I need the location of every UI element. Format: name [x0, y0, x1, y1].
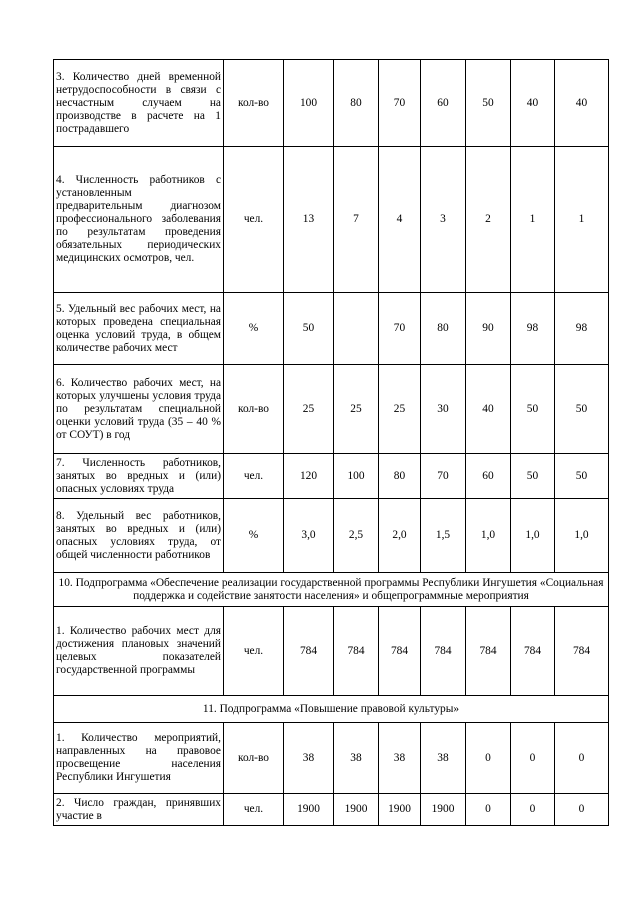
indicators-table — [53, 59, 609, 826]
section-11-title: 11. Подпрограмма «Повышение правовой культуры» — [54, 696, 609, 723]
value-cell: 1 — [555, 147, 609, 293]
value-cell: 120 — [284, 454, 334, 499]
unit-cell: чел. — [224, 794, 284, 826]
indicator-name-cell: 3. Количество дней временной нетрудоспособности в связи с несчастным случаем на производстве в расчете на 1 пострадавшего — [54, 60, 224, 147]
value-cell: 98 — [511, 293, 555, 365]
value-cell: 80 — [334, 60, 379, 147]
value-cell: 0 — [511, 723, 555, 794]
table-body-section-10-header — [54, 573, 609, 607]
value-cell: 784 — [334, 607, 379, 696]
value-cell: 1900 — [284, 794, 334, 826]
value-cell: 1,0 — [466, 499, 511, 573]
indicator-name-cell: 4. Численность работников с установленным предварительным диагнозом профессионального заболевания по результатам проведения обязательных периодических медицинских осмотров, чел. — [54, 147, 224, 293]
table-body-section-11 — [54, 723, 609, 826]
value-cell: 784 — [421, 607, 466, 696]
value-cell — [334, 293, 379, 365]
table-row — [54, 607, 609, 696]
value-cell: 38 — [421, 723, 466, 794]
value-cell: 38 — [379, 723, 421, 794]
table-row — [54, 147, 609, 293]
value-cell: 1900 — [379, 794, 421, 826]
table-body-section-9 — [54, 60, 609, 573]
value-cell: 784 — [555, 607, 609, 696]
value-cell: 40 — [511, 60, 555, 147]
value-cell: 2,5 — [334, 499, 379, 573]
value-cell: 784 — [466, 607, 511, 696]
value-cell: 40 — [466, 365, 511, 454]
value-cell: 3 — [421, 147, 466, 293]
value-cell: 50 — [511, 454, 555, 499]
value-cell: 50 — [555, 365, 609, 454]
value-cell: 25 — [334, 365, 379, 454]
value-cell: 3,0 — [284, 499, 334, 573]
value-cell: 98 — [555, 293, 609, 365]
value-cell: 0 — [555, 723, 609, 794]
indicator-name-cell: 1. Количество рабочих мест для достижения плановых значений целевых показателей государственной программы — [54, 607, 224, 696]
table-row — [54, 499, 609, 573]
value-cell: 80 — [421, 293, 466, 365]
section-header-row — [54, 696, 609, 723]
value-cell: 70 — [379, 293, 421, 365]
value-cell: 50 — [555, 454, 609, 499]
unit-cell: чел. — [224, 454, 284, 499]
value-cell: 50 — [466, 60, 511, 147]
table-row — [54, 60, 609, 147]
value-cell: 70 — [379, 60, 421, 147]
value-cell: 1,0 — [555, 499, 609, 573]
value-cell: 2 — [466, 147, 511, 293]
value-cell: 38 — [284, 723, 334, 794]
value-cell: 100 — [334, 454, 379, 499]
value-cell: 784 — [379, 607, 421, 696]
unit-cell: кол-во — [224, 365, 284, 454]
indicator-name-cell: 2. Число граждан, принявших участие в — [54, 794, 224, 826]
value-cell: 0 — [466, 794, 511, 826]
indicator-name-cell: 6. Количество рабочих мест, на которых улучшены условия труда по результатам специальной оценки условий труда (35 – 40 % от СОУТ) в год — [54, 365, 224, 454]
table-row — [54, 454, 609, 499]
table-row — [54, 723, 609, 794]
value-cell: 1900 — [421, 794, 466, 826]
value-cell: 80 — [379, 454, 421, 499]
table-row — [54, 794, 609, 826]
value-cell: 1,0 — [511, 499, 555, 573]
table-body-section-11-header — [54, 696, 609, 723]
value-cell: 1 — [511, 147, 555, 293]
indicator-name-cell: 7. Численность работников, занятых во вредных и (или) опасных условиях труда — [54, 454, 224, 499]
value-cell: 0 — [466, 723, 511, 794]
value-cell: 4 — [379, 147, 421, 293]
unit-cell: кол-во — [224, 60, 284, 147]
value-cell: 13 — [284, 147, 334, 293]
indicator-name-cell: 8. Удельный вес работников, занятых во вредных и (или) опасных условиях труда, от общей численности работников — [54, 499, 224, 573]
value-cell: 50 — [284, 293, 334, 365]
value-cell: 60 — [466, 454, 511, 499]
value-cell: 38 — [334, 723, 379, 794]
value-cell: 0 — [511, 794, 555, 826]
value-cell: 30 — [421, 365, 466, 454]
value-cell: 25 — [284, 365, 334, 454]
value-cell: 784 — [284, 607, 334, 696]
value-cell: 0 — [555, 794, 609, 826]
value-cell: 40 — [555, 60, 609, 147]
value-cell: 50 — [511, 365, 555, 454]
table-row — [54, 365, 609, 454]
value-cell: 1,5 — [421, 499, 466, 573]
unit-cell: % — [224, 293, 284, 365]
value-cell: 2,0 — [379, 499, 421, 573]
value-cell: 90 — [466, 293, 511, 365]
section-header-row — [54, 573, 609, 607]
unit-cell: кол-во — [224, 723, 284, 794]
value-cell: 7 — [334, 147, 379, 293]
value-cell: 60 — [421, 60, 466, 147]
table-body-section-10 — [54, 607, 609, 696]
unit-cell: чел. — [224, 147, 284, 293]
value-cell: 100 — [284, 60, 334, 147]
unit-cell: чел. — [224, 607, 284, 696]
section-10-title: 10. Подпрограмма «Обеспечение реализации государственной программы Республики Ингушетия «Социальная поддержка и содействие занятости населения» и общепрограммные мероприятия — [54, 573, 609, 607]
unit-cell: % — [224, 499, 284, 573]
value-cell: 70 — [421, 454, 466, 499]
indicator-name-cell: 1. Количество мероприятий, направленных на правовое просвещение населения Республики Ингушетия — [54, 723, 224, 794]
indicator-name-cell: 5. Удельный вес рабочих мест, на которых проведена специальная оценка условий труда, в общем количестве рабочих мест — [54, 293, 224, 365]
value-cell: 784 — [511, 607, 555, 696]
value-cell: 1900 — [334, 794, 379, 826]
table-row — [54, 293, 609, 365]
value-cell: 25 — [379, 365, 421, 454]
